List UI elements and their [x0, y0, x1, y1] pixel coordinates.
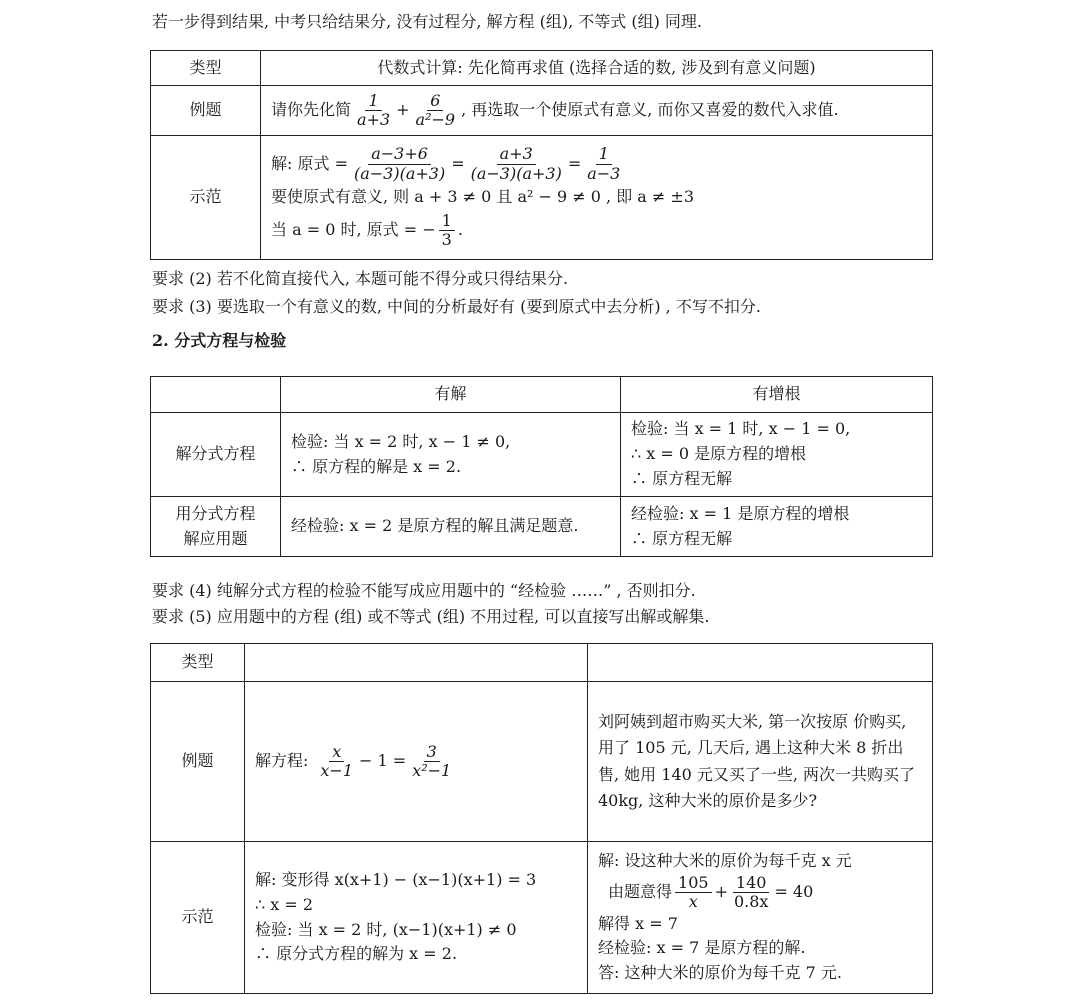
table-fractional-equation-check: [150, 376, 933, 557]
text-line: 经检验: x = 1 是原方程的增根: [631, 503, 850, 523]
table3-type-empty: [245, 644, 588, 682]
equation-prefix: 由题意得: [608, 882, 673, 902]
text-line: 检验: 当 x = 2 时, x − 1 ≠ 0,: [291, 431, 511, 451]
text-line: ∴ 原方程无解: [631, 528, 733, 548]
equation-result: = 40: [774, 882, 814, 902]
text-line: ∴ x = 0 是原方程的增根: [631, 444, 807, 464]
table3-example-equation: [245, 682, 588, 842]
table1-example-cell: [261, 86, 933, 136]
fraction: $\frac{3}{\text{x²−1}}$: [412, 741, 452, 780]
equation-prefix: 解方程:: [255, 751, 309, 771]
table2-row2-solution: 经检验: x = 2 是原方程的解且满足题意.: [281, 497, 621, 557]
table3-example-label: 例题: [151, 682, 245, 842]
fraction: $\frac{1}{a+3}$: [357, 90, 391, 129]
fraction: $\frac{1}{a-3}$: [587, 144, 621, 183]
text-line: 解应用题: [183, 528, 248, 548]
table3-type-label: 类型: [151, 644, 245, 682]
table3-type-empty: [588, 644, 933, 682]
text-line: 解: 设这种大米的原价为每千克 x 元: [598, 851, 852, 871]
requirement-4: 要求 (4) 纯解分式方程的检验不能写成应用题中的 “经检验 ……” , 否则扣分.: [152, 581, 696, 600]
period: .: [457, 220, 463, 240]
demo-line3-prefix: 当 a = 0 时, 原式 = −: [271, 220, 436, 240]
text-line: ∴ 原方程的解是 x = 2.: [291, 456, 462, 476]
section-title: 2. 分式方程与检验: [152, 331, 287, 350]
equals-sign: =: [567, 153, 582, 173]
table1-type-label: 类型: [151, 51, 261, 86]
table2-header-empty: [151, 377, 281, 413]
text-line: 检验: 当 x = 2 时, (x−1)(x+1) ≠ 0: [255, 919, 517, 939]
fraction: $\frac{140}{0.8x}$: [733, 872, 769, 912]
text-line: 答: 这种大米的原价为每千克 7 元.: [598, 963, 842, 983]
text-line: ∴ 原方程无解: [631, 468, 733, 488]
table1-demo-cell: [261, 136, 933, 260]
fraction: $\frac{x}{x-1}$: [320, 741, 354, 780]
table2-row1-solution: [281, 413, 621, 497]
demo-line2: 要使原式有意义, 则 a + 3 ≠ 0 且 a² − 9 ≠ 0 , 即 a ≠ ±3: [271, 187, 695, 207]
table2-row2-extraneous: [621, 497, 933, 557]
text-line: 检验: 当 x = 1 时, x − 1 = 0,: [631, 419, 851, 439]
text-line: 经检验: x = 7 是原方程的解.: [598, 938, 806, 958]
plus-sign: +: [396, 100, 410, 120]
table3-example-word-problem: 刘阿姨到超市购买大米, 第一次按原 价购买, 用了 105 元, 几天后, 遇上这种大米 8 折出售, 她用 140 元又买了一些, 两次一共购买了 40kg, 这种大米的原价是多少?: [588, 682, 933, 842]
fraction: $\frac{105}{x}$: [675, 874, 712, 912]
text-line: 解得 x = 7: [598, 913, 678, 933]
demo-line1-prefix: 解: 原式 =: [271, 153, 348, 173]
table1-demo-label: 示范: [151, 136, 261, 260]
text-line: ∴ 原分式方程的解为 x = 2.: [255, 944, 458, 964]
requirement-2: 要求 (2) 若不化简直接代入, 本题可能不得分或只得结果分.: [152, 269, 569, 288]
fraction: $\frac{6}{\text{a²−9}}$: [415, 90, 456, 129]
equals-sign: =: [451, 153, 465, 173]
table2-row1-extraneous: [621, 413, 933, 497]
table1-type-value: 代数式计算: 先化简再求值 (选择合适的数, 涉及到有意义问题): [261, 51, 933, 86]
table2-row1-label: 解分式方程: [151, 413, 281, 497]
table2-header-solution: 有解: [281, 377, 621, 413]
example-suffix: , 再选取一个使原式有意义, 而你又喜爱的数代入求值.: [461, 100, 839, 120]
intro-text: 若一步得到结果, 中考只给结果分, 没有过程分, 解方程 (组), 不等式 (组) 同理.: [152, 12, 703, 31]
table3-demo-label: 示范: [151, 842, 245, 994]
table2-row2-label: [151, 497, 281, 557]
table2-header-extraneous: 有增根: [621, 377, 933, 413]
text-line: ∴ x = 2: [255, 894, 314, 914]
requirement-3: 要求 (3) 要选取一个有意义的数, 中间的分析最好有 (要到原式中去分析) , 不写不扣分.: [152, 297, 761, 316]
fraction: $\frac{a+3}{(a-3)(a+3)}$: [470, 144, 562, 183]
equation-middle: − 1 =: [359, 751, 407, 771]
table3-demo-solution-left: [245, 842, 588, 994]
table3-demo-solution-right: [588, 842, 933, 994]
text-line: 用分式方程: [175, 503, 256, 523]
plus-sign: +: [714, 882, 728, 902]
requirement-5: 要求 (5) 应用题中的方程 (组) 或不等式 (组) 不用过程, 可以直接写出解或解集.: [152, 607, 710, 626]
table-equation-examples: [150, 643, 933, 994]
fraction: $\frac{1}{3}$: [439, 212, 455, 250]
fraction: $\frac{a-3+6}{(a-3)(a+3)}$: [353, 144, 446, 183]
table-algebra-evaluation: [150, 50, 933, 260]
text-line: 解: 变形得 x(x+1) − (x−1)(x+1) = 3: [255, 869, 537, 889]
example-prefix: 请你先化简: [271, 100, 352, 120]
table1-example-label: 例题: [151, 86, 261, 136]
